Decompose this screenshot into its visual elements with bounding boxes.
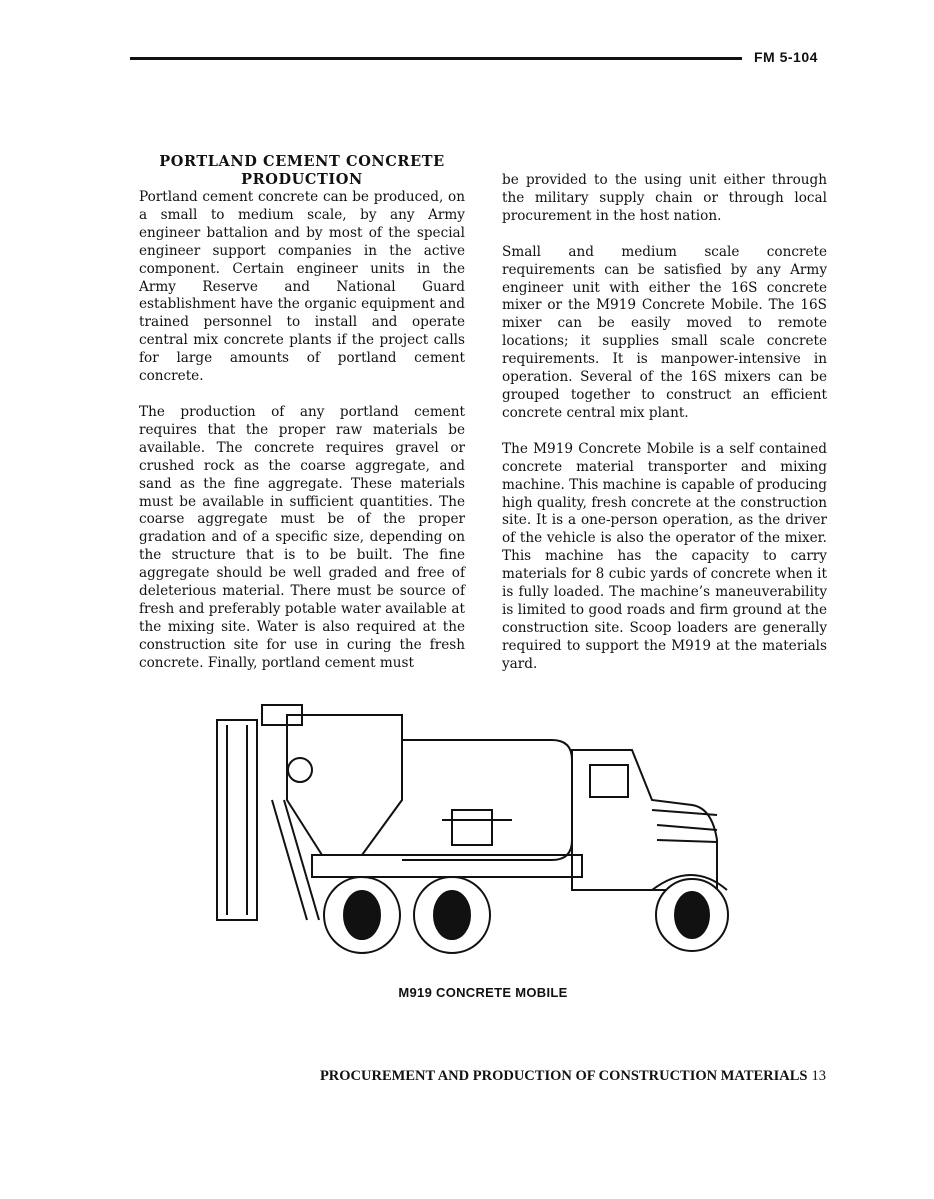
section-heading-line1: PORTLAND CEMENT CONCRETE bbox=[159, 153, 445, 170]
paragraph-m919: The M919 Concrete Mobile is a self contained concrete material transporter and mixing machine. This machine is capable of producing high quality, fresh concrete at the construction site. It is a one-person operation, as the driver of the vehicle is also the operator of the mixer. This machine has the capacity to carry materials for 8 cubic yards of concrete when it is fully loaded. The machine’s maneuverability is limited to good roads and firm ground at the construction site. Scoop loaders are generally required to support the M919 at the materials yard. bbox=[502, 440, 827, 672]
section-heading-line2: PRODUCTION bbox=[241, 171, 363, 188]
footer-title: PROCUREMENT AND PRODUCTION OF CONSTRUCTION MATERIALS bbox=[319, 1068, 808, 1084]
figure-caption-text: M919 CONCRETE MOBILE bbox=[398, 985, 568, 1000]
concrete-mobile-illustration bbox=[212, 690, 732, 965]
left-column bbox=[139, 153, 465, 673]
page-number: 13 bbox=[811, 1068, 826, 1084]
header-rule bbox=[130, 57, 742, 60]
manual-code: FM 5-104 bbox=[754, 49, 818, 65]
right-column bbox=[502, 172, 827, 674]
figure-caption bbox=[0, 985, 934, 1000]
rear-frame bbox=[217, 720, 257, 920]
paragraph-intro: Portland cement concrete can be produced, on a small to medium scale, by any Army engineer battalion and by most of the special engineer support companies in the active component. Certain engineer units in the Army Reserve and National Guard establishment have the organic equipment and trained personnel to install and operate central mix concrete plants if the project calls for large amounts of portland cement concrete. bbox=[139, 189, 465, 385]
mixing-drum bbox=[402, 740, 572, 860]
paragraph-supply: be provided to the using unit either through the military supply chain or through local procurement in the host nation. bbox=[502, 172, 827, 224]
cement-silo bbox=[287, 715, 402, 855]
paragraph-requirements: Small and medium scale concrete requirements can be satisfied by any Army engineer unit with either the 16S concrete mixer or the M919 Concrete Mobile. The 16S mixer can be easily moved to remote locations; it supplies small scale concrete requirements. It is manpower-intensive in operation. Several of the 16S mixers can be grouped together to construct an efficient concrete central mix plant. bbox=[502, 243, 827, 421]
paragraph-raw-materials: The production of any portland cement requires that the proper raw materials be available. The concrete requires gravel or crushed rock as the coarse aggregate, and sand as the fine aggregate. These materials must be available in sufficient quantities. The coarse aggregate must be of the proper gradation and of a specific size, depending on the structure that is to be built. The fine aggregate should be well graded and free of deleterious material. There must be source of fresh and preferably potable water available at the mixing site. Water is also required at the construction site for use in curing the fresh concrete. Finally, portland cement must bbox=[139, 403, 465, 671]
page-footer bbox=[320, 1068, 826, 1085]
